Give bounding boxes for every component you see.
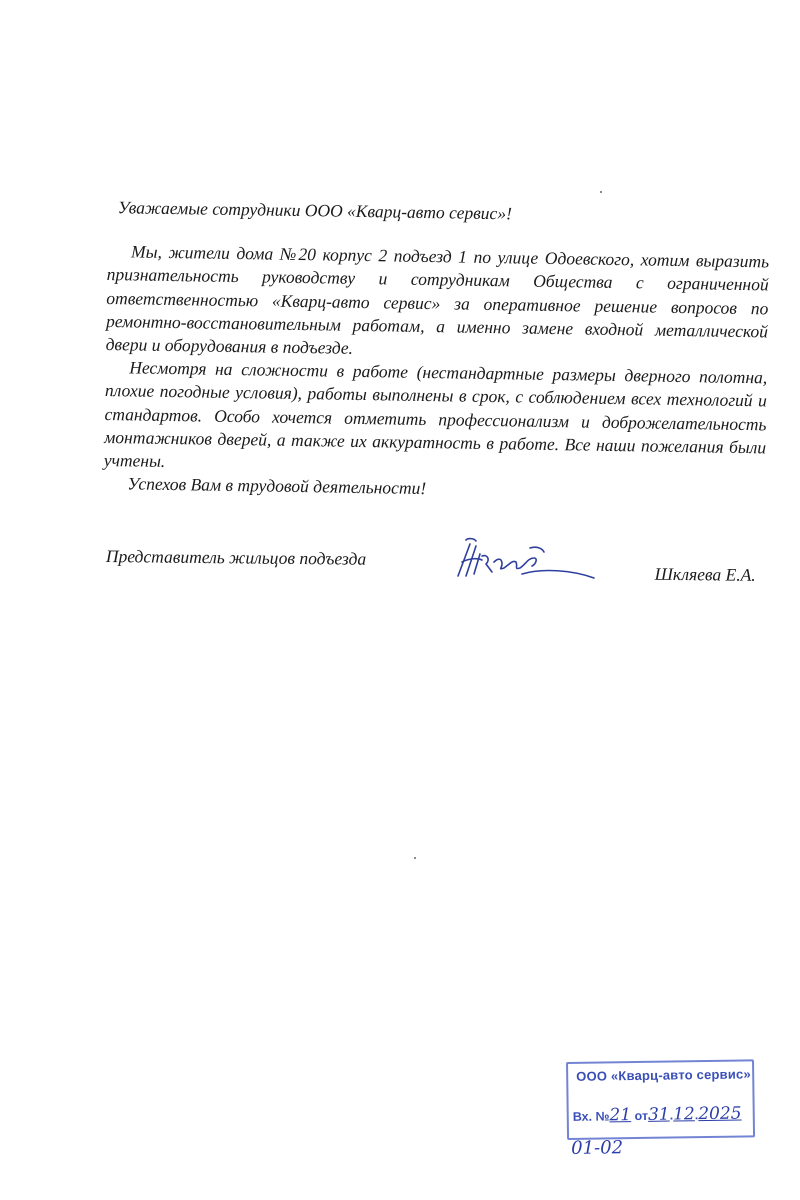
signature-row	[106, 546, 756, 593]
stamp-registration-line: Вх. №21 от31.12.2025	[572, 1103, 742, 1126]
letter-body	[103, 196, 770, 506]
scan-speck	[600, 191, 602, 193]
stamp-date-month: 12	[673, 1104, 695, 1125]
signatory-name: Шкляева Е.А.	[654, 563, 756, 585]
signatory-role: Представитель жильцов подъезда	[105, 546, 367, 569]
stamp-date-prefix: от	[634, 1108, 649, 1124]
stamp-incoming-number: 21	[609, 1105, 632, 1126]
paragraph-details: Несмотря на сложности в работе (нестандартные размеры дверного полотна, плохие погодные условия), работы выполнены в срок, с соблюдением всех технологий и стандартов. Особо хочется отметить профессионализм и доброжелательность монтажников дверей, а также их аккуратность в работе. Все наши пожелания были учтены.	[103, 357, 768, 471]
stamp-reference: 01-02	[571, 1137, 624, 1159]
stamp-date-year: 2025	[698, 1103, 742, 1125]
incoming-registration-stamp	[566, 1059, 764, 1174]
salutation: Уважаемые сотрудники ООО «Кварц-авто сервис»!	[117, 197, 513, 224]
stamp-organization: ООО «Кварц-авто сервис»	[576, 1066, 751, 1084]
stamp-date-day: 31	[647, 1104, 670, 1125]
paragraph-wishes: Успехов Вам в трудовой деятельности!	[127, 473, 427, 499]
scan-speck	[414, 857, 416, 859]
paragraph-gratitude: Мы, жители дома №20 корпус 2 подъезд 1 по улице Одоевского, хотим выразить признательность руководству и сотрудникам Общества с ограниченной ответственностью «Кварц-авто сервис» за оперативное решение вопросов по ремонтно-восстановительным работам, а именно замене входной металлической двери и оборудования в подъезде.	[105, 241, 770, 358]
stamp-incoming-prefix: Вх. №	[572, 1109, 610, 1124]
handwritten-signature-icon	[452, 532, 602, 592]
